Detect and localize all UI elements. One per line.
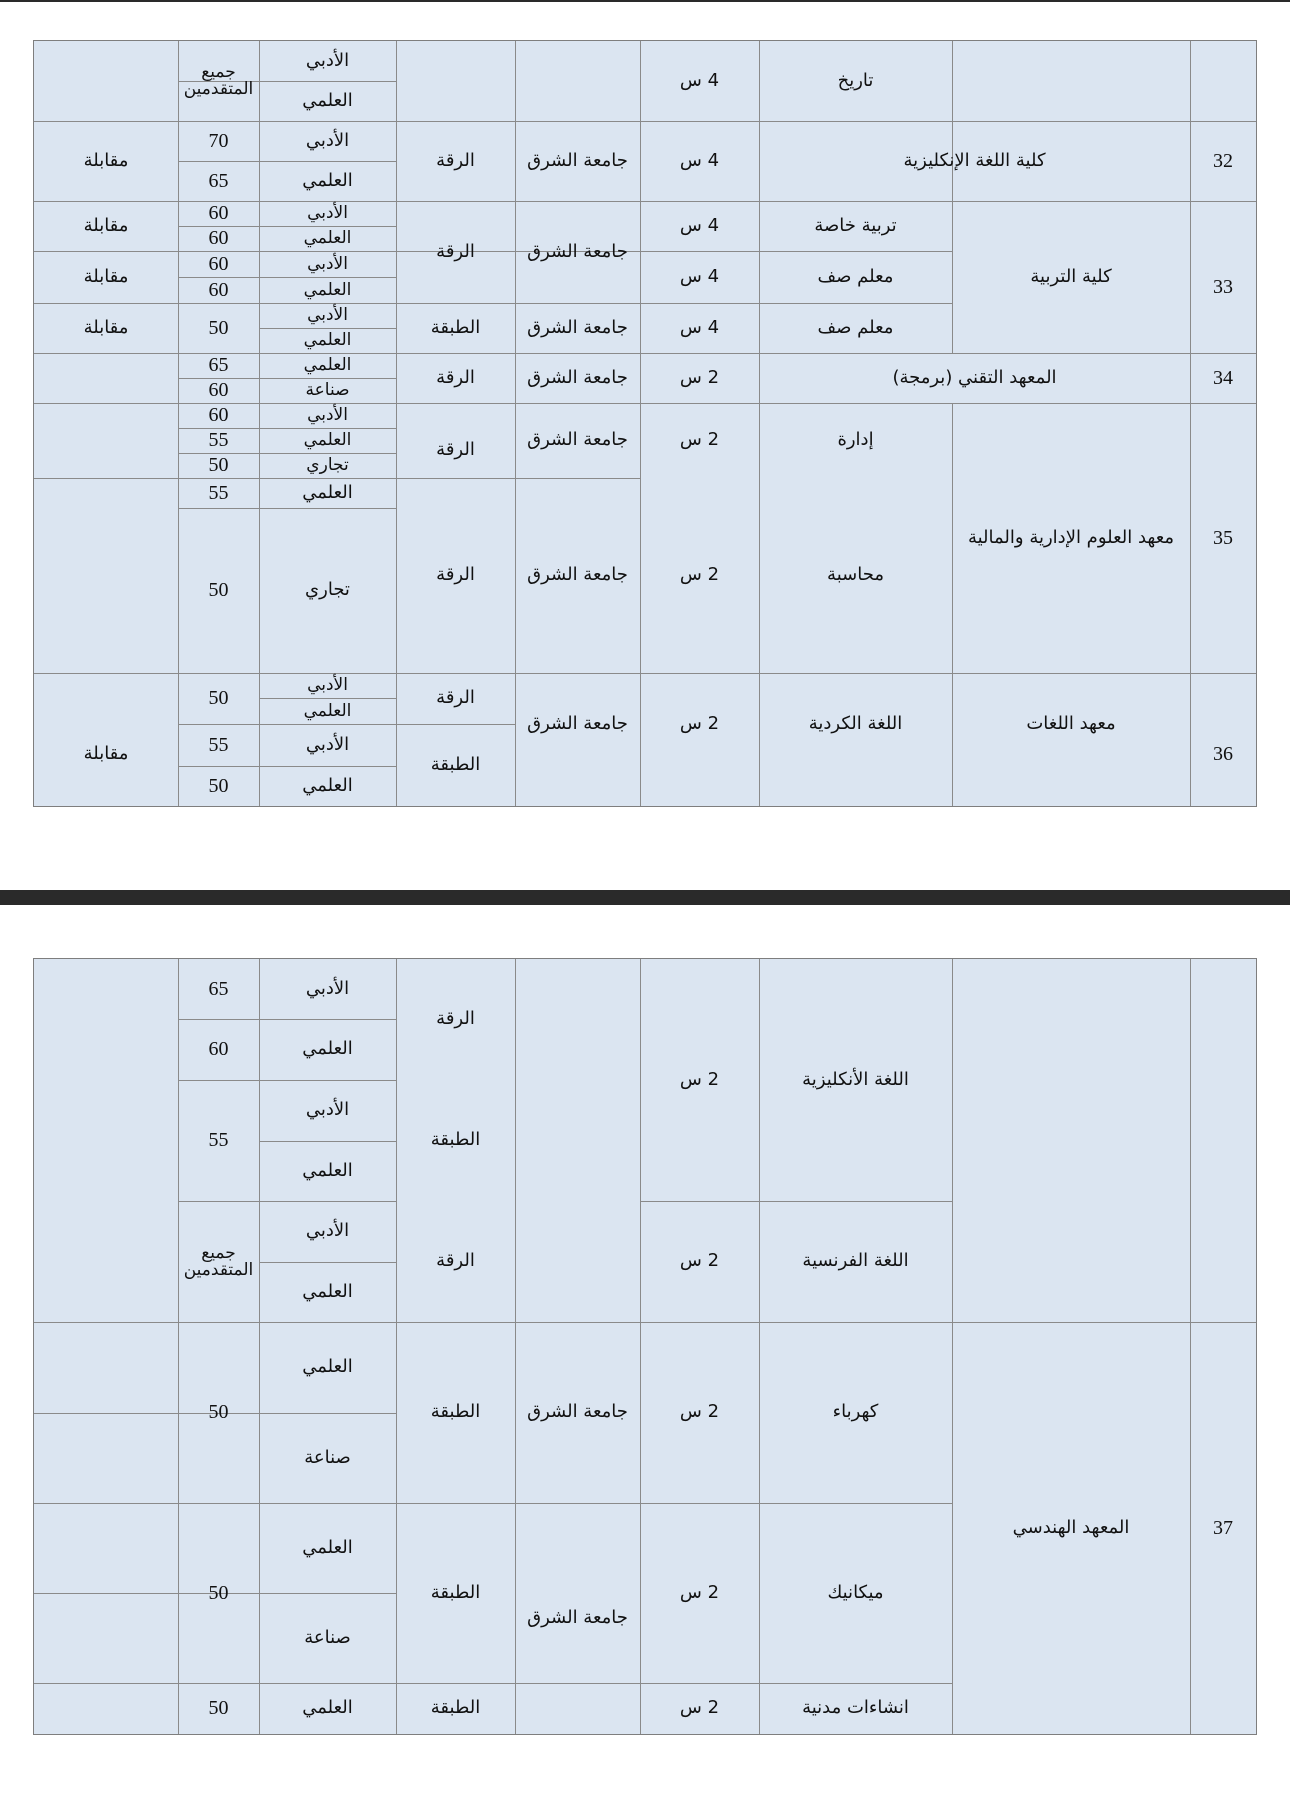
score-literary: 70 bbox=[208, 129, 229, 152]
university-cell: جامعة الشرق bbox=[527, 1401, 628, 1423]
faculty-administrative-financial: معهد العلوم الإدارية والمالية bbox=[967, 526, 1175, 548]
branch-scientific: العلمي bbox=[302, 1536, 353, 1558]
branch-scientific: العلمي bbox=[302, 1038, 353, 1060]
program-electricity: كهرباء bbox=[832, 1401, 879, 1423]
document-page-1 bbox=[0, 2, 1290, 890]
city-cell: الرقة bbox=[436, 564, 475, 586]
score-literary: 60 bbox=[208, 202, 229, 224]
branch-literary: الأدبي bbox=[307, 405, 348, 425]
program-history: تاريخ bbox=[837, 69, 874, 91]
city-cell: الرقة bbox=[436, 240, 475, 262]
score-cell: 50 bbox=[208, 1697, 229, 1719]
score-cell: 50 bbox=[208, 1581, 229, 1604]
note-interview: مقابلة bbox=[83, 743, 129, 765]
university-cell: جامعة الشرق bbox=[527, 564, 628, 586]
faculty-education: كلية التربية bbox=[1030, 265, 1112, 287]
city-cell: الرقة bbox=[436, 1250, 475, 1272]
faculty-languages: معهد اللغات bbox=[1026, 713, 1116, 735]
score-literary: 65 bbox=[208, 977, 229, 1000]
branch-scientific: العلمي bbox=[303, 279, 352, 300]
score-cell: 50 bbox=[208, 687, 229, 709]
row-number-32: 32 bbox=[1213, 149, 1233, 172]
city-cell: الرقة bbox=[436, 439, 475, 461]
university-cell: جامعة الشرق bbox=[527, 149, 628, 171]
score-commercial: 50 bbox=[208, 454, 229, 476]
score-literary: 55 bbox=[208, 733, 229, 756]
duration-cell: 2 س bbox=[679, 564, 720, 586]
branch-industrial: صناعة bbox=[304, 1446, 351, 1468]
score-scientific: 60 bbox=[208, 227, 229, 249]
branch-scientific: العلمي bbox=[303, 355, 352, 375]
city-cell: الطبقة bbox=[430, 1697, 481, 1719]
duration-cell: 4 س bbox=[679, 265, 720, 287]
row-number-36: 36 bbox=[1213, 743, 1233, 765]
branch-literary: الأدبي bbox=[305, 49, 350, 71]
city-cell: الرقة bbox=[436, 687, 475, 709]
score-literary: 60 bbox=[208, 404, 229, 426]
score-industrial: 60 bbox=[208, 379, 229, 401]
branch-literary: الأدبي bbox=[305, 733, 350, 755]
branch-scientific: العلمي bbox=[302, 1159, 353, 1181]
branch-scientific: العلمي bbox=[303, 700, 352, 721]
admissions-table-2 bbox=[34, 959, 1256, 1734]
row-number-37: 37 bbox=[1213, 1516, 1233, 1539]
branch-scientific: العلمي bbox=[302, 481, 353, 503]
branch-literary: الأدبي bbox=[305, 129, 350, 151]
note-interview: مقابلة bbox=[83, 265, 129, 287]
duration-cell: 2 س bbox=[679, 366, 720, 388]
duration-cell: 4 س bbox=[679, 214, 720, 236]
duration-cell: 2 س bbox=[679, 713, 720, 735]
note-interview: مقابلة bbox=[83, 316, 129, 338]
score-cell: 50 bbox=[208, 316, 229, 339]
score-scientific: 65 bbox=[208, 354, 229, 376]
row-number-35: 35 bbox=[1213, 526, 1233, 549]
duration-cell: 2 س bbox=[679, 1581, 720, 1603]
duration-cell: 4 س bbox=[679, 316, 720, 338]
city-cell: الرقة bbox=[436, 1008, 475, 1030]
city-cell: الطبقة bbox=[430, 316, 481, 338]
program-class-teacher: معلم صف bbox=[817, 265, 894, 287]
university-cell: جامعة الشرق bbox=[527, 240, 628, 262]
branch-literary: الأدبي bbox=[307, 253, 348, 274]
branch-commercial: تجاري bbox=[306, 455, 349, 475]
branch-industrial: صناعة bbox=[305, 380, 350, 400]
admissions-table-1 bbox=[34, 41, 1256, 806]
program-kurdish: اللغة الكردية bbox=[808, 713, 903, 735]
note-interview: مقابلة bbox=[83, 149, 129, 171]
branch-scientific: العلمي bbox=[303, 430, 352, 450]
city-cell: الطبقة bbox=[430, 1129, 481, 1151]
row-number-33: 33 bbox=[1213, 275, 1233, 298]
program-class-teacher-tabqa: معلم صف bbox=[817, 316, 894, 338]
duration-history: 4 س bbox=[679, 69, 720, 91]
score-scientific: 50 bbox=[208, 774, 229, 797]
score-scientific: 60 bbox=[208, 1038, 229, 1060]
branch-literary: الأدبي bbox=[305, 1099, 350, 1121]
branch-scientific: العلمي bbox=[302, 1356, 353, 1378]
branch-commercial: تجاري bbox=[305, 579, 350, 601]
note-interview: مقابلة bbox=[83, 214, 129, 236]
all-applicants-score: جميع المتقدمين bbox=[183, 62, 254, 99]
branch-literary: الأدبي bbox=[307, 305, 348, 325]
faculty-technical-programming: المعهد التقني (برمجة) bbox=[892, 366, 1057, 388]
program-english: اللغة الأنكليزية bbox=[802, 1068, 909, 1090]
duration-cell: 2 س bbox=[679, 1697, 720, 1719]
all-applicants-score: جميع المتقدمين bbox=[183, 1242, 254, 1280]
duration-cell: 2 س bbox=[679, 1068, 720, 1090]
city-cell: الرقة bbox=[436, 366, 475, 388]
score-commercial: 50 bbox=[208, 579, 229, 601]
duration-cell: 2 س bbox=[679, 429, 720, 451]
university-cell: جامعة الشرق bbox=[527, 366, 628, 388]
branch-scientific: العلمي bbox=[302, 774, 353, 796]
score-scientific: 55 bbox=[208, 429, 229, 451]
university-cell: جامعة الشرق bbox=[527, 429, 628, 451]
branch-literary: الأدبي bbox=[307, 675, 348, 695]
city-cell: الطبقة bbox=[430, 1581, 481, 1603]
score-scientific: 60 bbox=[208, 278, 229, 301]
duration-cell: 4 س bbox=[679, 149, 720, 171]
page-separator bbox=[0, 890, 1290, 905]
branch-literary: الأدبي bbox=[305, 1220, 350, 1242]
branch-scientific: العلمي bbox=[303, 330, 352, 350]
branch-literary: الأدبي bbox=[305, 977, 350, 999]
duration-cell: 2 س bbox=[679, 1250, 720, 1272]
program-french: اللغة الفرنسية bbox=[802, 1250, 909, 1272]
branch-industrial: صناعة bbox=[304, 1626, 351, 1648]
university-cell: جامعة الشرق bbox=[527, 316, 628, 338]
city-cell: الطبقة bbox=[430, 1401, 481, 1423]
branch-scientific: العلمي bbox=[302, 169, 353, 191]
program-special-education: تربية خاصة bbox=[814, 214, 897, 236]
city-cell: الرقة bbox=[436, 149, 475, 171]
faculty-engineering-institute: المعهد الهندسي bbox=[1012, 1516, 1130, 1538]
score-literary: 60 bbox=[208, 252, 229, 275]
program-mechanics: ميكانيك bbox=[827, 1581, 884, 1603]
row-number-34: 34 bbox=[1213, 366, 1233, 389]
branch-scientific: العلمي bbox=[302, 1280, 353, 1302]
branch-scientific: العلمي bbox=[303, 228, 352, 248]
program-accounting: محاسبة bbox=[827, 564, 884, 586]
university-cell: جامعة الشرق bbox=[527, 713, 628, 735]
document-page-2 bbox=[0, 905, 1290, 1796]
branch-scientific: العلمي bbox=[302, 1697, 353, 1719]
university-cell: جامعة الشرق bbox=[527, 1607, 628, 1629]
faculty-english-language: كلية اللغة الإنكليزية bbox=[903, 149, 1046, 171]
score-cell: 50 bbox=[208, 1401, 229, 1423]
score-cell: 55 bbox=[208, 1129, 229, 1151]
branch-scientific: العلمي bbox=[302, 89, 353, 111]
score-scientific: 65 bbox=[208, 169, 229, 192]
branch-literary: الأدبي bbox=[307, 203, 348, 223]
duration-cell: 2 س bbox=[679, 1401, 720, 1423]
program-civil-constructions: انشاءات مدنية bbox=[802, 1697, 909, 1719]
program-management: إدارة bbox=[837, 429, 874, 451]
score-scientific: 55 bbox=[208, 481, 229, 504]
city-cell: الطبقة bbox=[430, 753, 481, 775]
